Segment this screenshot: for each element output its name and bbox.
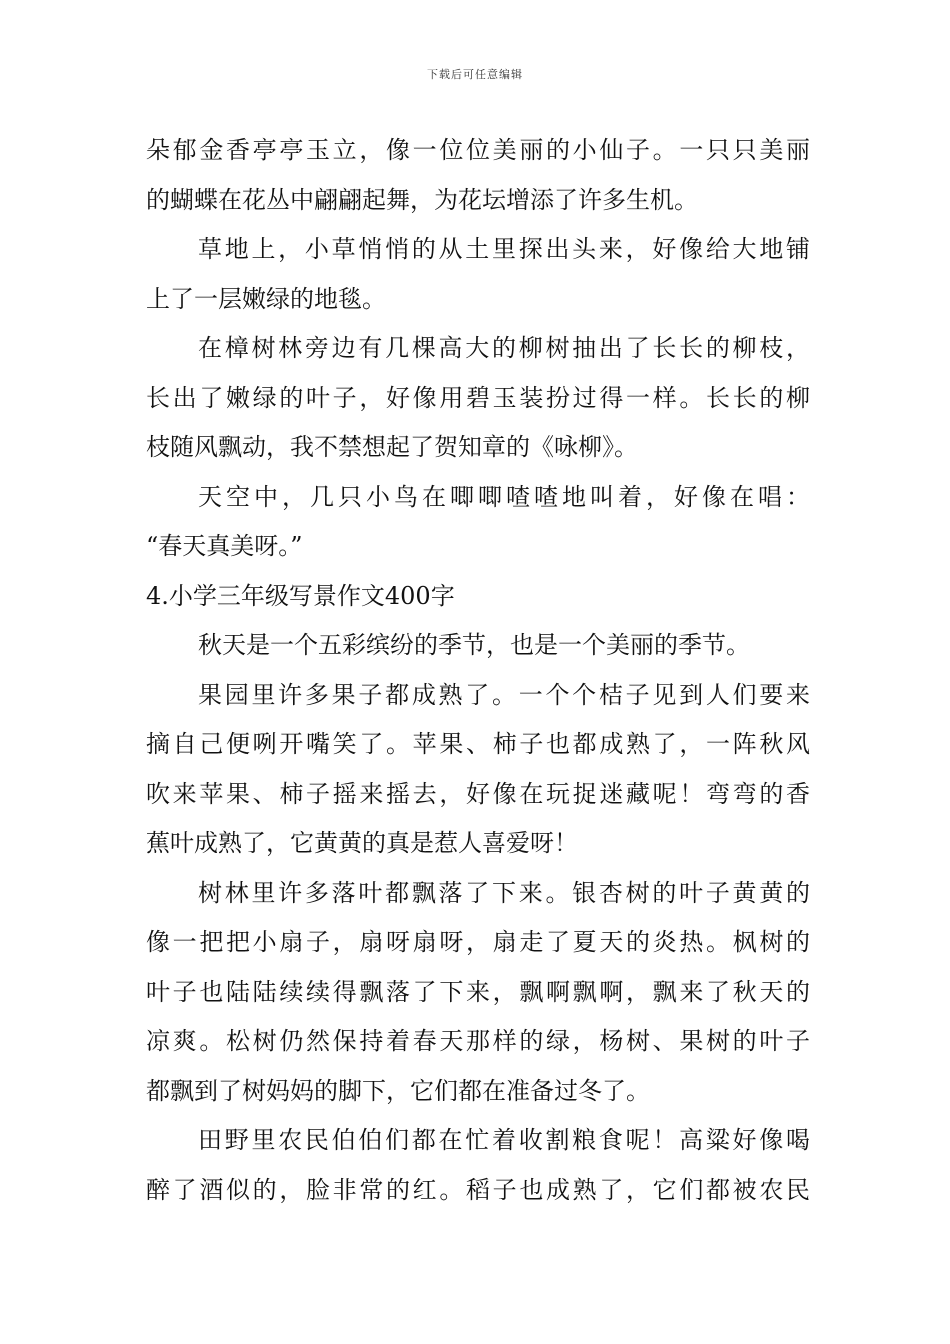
document-body (146, 126, 810, 1215)
text-line: 摘自己便咧开嘴笑了。苹果、柿子也都成熟了，一阵秋风 (146, 730, 810, 758)
text-line: 都飘到了树妈妈的脚下，它们都在准备过冬了。 (146, 1076, 650, 1105)
text-line: 朵郁金香亭亭玉立，像一位位美丽的小仙子。一只只美丽 (146, 136, 810, 164)
text-line: 像一把把小扇子，扇呀扇呀，扇走了夏天的炎热。枫树的 (146, 928, 810, 956)
paragraph-start-line: 果园里许多果子都成熟了。一个个桔子见到人们要来 (198, 680, 810, 709)
paragraph-start-line: 树林里许多落叶都飘落了下来。银杏树的叶子黄黄的 (198, 878, 810, 907)
text-line: 的蝴蝶在花丛中翩翩起舞，为花坛增添了许多生机。 (146, 185, 698, 214)
section-heading: 4.小学三年级写景作文400字 (146, 581, 455, 610)
text-line: 枝随风飘动，我不禁想起了贺知章的《咏柳》。 (146, 433, 638, 461)
text-line: “春天真美呀。” (146, 532, 303, 560)
paragraph-start-line: 在樟树林旁边有几棵高大的柳树抽出了长长的柳枝， (198, 334, 810, 362)
paragraph-start-line: 田野里农民伯伯们都在忙着收割粮食呢！高粱好像喝 (198, 1126, 810, 1154)
paragraph-start-line: 天空中，几只小鸟在唧唧喳喳地叫着，好像在唱： (198, 482, 810, 511)
text-line: 长出了嫩绿的叶子，好像用碧玉装扮过得一样。长长的柳 (146, 383, 810, 412)
text-line: 吹来苹果、柿子摇来摇去，好像在玩捉迷藏呢！弯弯的香 (146, 779, 810, 808)
text-line: 醉了酒似的，脸非常的红。稻子也成熟了，它们都被农民 (146, 1175, 810, 1204)
text-line: 上了一层嫩绿的地毯。 (146, 284, 386, 313)
text-line: 叶子也陆陆续续得飘落了下来，飘啊飘啊，飘来了秋天的 (146, 977, 810, 1006)
text-line: 凉爽。松树仍然保持着春天那样的绿，杨树、果树的叶子 (146, 1027, 810, 1055)
paragraph-start-line: 秋天是一个五彩缤纷的季节，也是一个美丽的季节。 (198, 631, 750, 659)
page-header: 下载后可任意编辑 (427, 68, 523, 81)
paragraph-start-line: 草地上，小草悄悄的从土里探出头来，好像给大地铺 (198, 235, 810, 263)
text-line: 蕉叶成熟了，它黄黄的真是惹人喜爱呀！ (146, 829, 578, 857)
